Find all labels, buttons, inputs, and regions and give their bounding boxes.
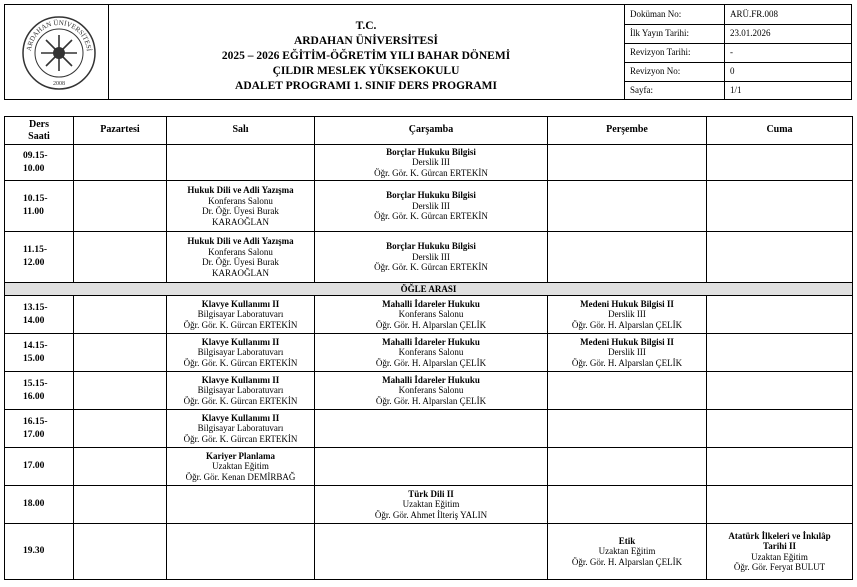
info-row: Sayfa: 1/1: [630, 85, 742, 95]
header-row: [5, 117, 853, 145]
course-name: Atatürk İlkeleri ve İnkılâp: [728, 530, 831, 541]
course-cell-thu: [548, 448, 707, 486]
course-teacher: Öğr. Gör. Ahmet İlteriş YALIN: [374, 509, 488, 520]
schedule-row: [5, 145, 853, 181]
course-cell-mon: [74, 181, 167, 232]
course-room: Derslik III: [412, 251, 450, 262]
course-teacher: Öğr. Gör. H. Alparslan ÇELİK: [375, 319, 487, 330]
course-teacher: Öğr. Gör. K. Gürcan ERTEKİN: [183, 395, 298, 406]
time-start: 09.15-: [23, 150, 48, 161]
course-cell-mon: [74, 334, 167, 372]
course-name: Medeni Hukuk Bilgisi II: [580, 298, 674, 309]
course-cell-mon: [74, 296, 167, 334]
course-room: Bilgisayar Laboratuvarı: [197, 385, 284, 396]
course-cell-thu: [548, 372, 707, 410]
course-cell-tue: [167, 296, 315, 334]
course-cell-tue: [167, 486, 315, 524]
course-cell-wed: [315, 486, 548, 524]
time-start: 18.00: [23, 499, 45, 509]
course-teacher: Dr. Öğr. Üyesi Burak: [202, 257, 279, 267]
course-name: Kariyer Planlama: [205, 450, 276, 461]
logo-text: ARDAHAN ÜNİVERSİTESİ: [25, 18, 93, 52]
course-name: Hukuk Dili ve Adli Yazışma: [187, 185, 294, 195]
course-teacher: Öğr. Gör. H. Alparslan ÇELİK: [375, 357, 487, 368]
lunch-break: ÖĞLE ARASI: [5, 283, 853, 296]
col-tuesday: Salı: [167, 117, 315, 145]
time-start: 16.15-: [23, 416, 48, 427]
course-cell-fri: [707, 524, 853, 580]
course-room: Derslik III: [608, 309, 646, 320]
course-cell-thu: [548, 296, 707, 334]
course-teacher: Öğr. Gör. H. Alparslan ÇELİK: [571, 357, 683, 368]
course-name: Etik: [618, 535, 636, 546]
time-slot: [5, 181, 74, 232]
course-teacher: Öğr. Gör. H. Alparslan ÇELİK: [375, 395, 487, 406]
course-cell-mon: [74, 145, 167, 181]
schedule-table: [4, 116, 853, 580]
time-slot: [5, 145, 74, 181]
course-teacher: Öğr. Gör. Feryat BULUT: [733, 562, 826, 572]
info-row: Doküman No: ARÜ.FR.008: [624, 5, 851, 25]
schedule-row: [5, 296, 853, 334]
info-row: Revizyon Tarihi: -: [624, 43, 851, 63]
time-slot: [5, 334, 74, 372]
time-end: 10.00: [23, 163, 45, 174]
course-cell-mon: [74, 486, 167, 524]
time-slot: [5, 410, 74, 448]
course-room: Uzaktan Eğitim: [402, 499, 460, 510]
title-line-5: ADALET PROGRAMI 1. SINIF DERS PROGRAMI: [235, 80, 497, 92]
course-cell-mon: [74, 372, 167, 410]
col-monday: Pazartesi: [74, 117, 167, 145]
course-room: Konferans Salonu: [208, 246, 273, 257]
time-end: 17.00: [23, 429, 45, 440]
course-name: Borçlar Hukuku Bilgisi: [386, 146, 476, 157]
document-header: [4, 4, 852, 100]
course-room: Bilgisayar Laboratuvarı: [197, 347, 284, 358]
time-start: 14.15-: [23, 340, 48, 351]
course-name: Mahalli İdareler Hukuku: [382, 298, 480, 309]
course-cell-wed: [315, 232, 548, 283]
course-name: Borçlar Hukuku Bilgisi: [386, 190, 476, 201]
course-teacher: Öğr. Gör. K. Gürcan ERTEKİN: [374, 167, 488, 178]
course-cell-wed: [315, 372, 548, 410]
document-info: [624, 5, 851, 99]
course-cell-thu: [548, 410, 707, 448]
schedule-row: [5, 448, 853, 486]
course-room: Derslik III: [412, 157, 450, 168]
course-teacher: Öğr. Gör. Kenan DEMİRBAĞ: [185, 471, 296, 482]
time-start: 13.15-: [23, 302, 48, 313]
title-line-3: 2025 – 2026 EĞİTİM-ÖĞRETİM YILI BAHAR DÖNEMİ: [221, 50, 511, 62]
col-time: Ders Saati: [5, 117, 74, 145]
course-teacher: Dr. Öğr. Üyesi Burak: [202, 206, 279, 216]
course-room: Uzaktan Eğitim: [598, 546, 656, 557]
time-start: 19.30: [23, 546, 45, 556]
schedule-row: [5, 372, 853, 410]
course-name: Klavye Kullanımı II: [201, 298, 280, 309]
col-friday: Cuma: [707, 117, 853, 145]
course-cell-tue: [167, 181, 315, 232]
course-cell-tue: [167, 448, 315, 486]
time-start: 11.15-: [23, 245, 48, 255]
col-thursday: Perşembe: [548, 117, 707, 145]
course-teacher: Öğr. Gör. H. Alparslan ÇELİK: [571, 319, 683, 330]
time-slot: [5, 524, 74, 580]
course-name: Tarihi II: [763, 541, 796, 551]
course-cell-tue: [167, 145, 315, 181]
schedule-row: [5, 232, 853, 283]
course-cell-tue: [167, 410, 315, 448]
course-teacher: KARAOĞLAN: [212, 216, 269, 227]
course-cell-thu: [548, 145, 707, 181]
time-slot: [5, 372, 74, 410]
course-cell-wed: [315, 145, 548, 181]
time-slot: [5, 448, 74, 486]
course-cell-wed: [315, 448, 548, 486]
time-start: 10.15-: [23, 194, 48, 204]
course-cell-fri: [707, 410, 853, 448]
course-cell-fri: [707, 334, 853, 372]
schedule-row: [5, 524, 853, 580]
course-teacher: KARAOĞLAN: [212, 267, 269, 278]
course-cell-wed: [315, 410, 548, 448]
time-start: 15.15-: [23, 378, 48, 389]
course-cell-fri: [707, 296, 853, 334]
course-name: Mahalli İdareler Hukuku: [382, 336, 480, 347]
course-cell-fri: [707, 232, 853, 283]
course-name: Hukuk Dili ve Adli Yazışma: [187, 236, 294, 246]
course-name: Türk Dili II: [408, 488, 454, 499]
course-cell-fri: [707, 181, 853, 232]
course-cell-fri: [707, 145, 853, 181]
info-row: Revizyon No: 0: [624, 62, 851, 82]
course-name: Klavye Kullanımı II: [201, 336, 280, 347]
course-room: Konferans Salonu: [398, 309, 464, 320]
course-teacher: Öğr. Gör. H. Alparslan ÇELİK: [571, 556, 683, 567]
course-teacher: Öğr. Gör. K. Gürcan ERTEKİN: [183, 357, 298, 368]
time-slot: [5, 486, 74, 524]
title-block: [108, 5, 625, 99]
university-logo: [21, 15, 97, 91]
schedule-row: [5, 410, 853, 448]
schedule-row: [5, 334, 853, 372]
course-cell-mon: [74, 448, 167, 486]
time-end: 12.00: [23, 258, 45, 268]
info-row: İlk Yayın Tarihi: 23.01.2026: [624, 24, 851, 44]
course-room: Konferans Salonu: [208, 195, 273, 206]
schedule-row: [5, 486, 853, 524]
course-cell-thu: [548, 181, 707, 232]
course-cell-wed: [315, 334, 548, 372]
course-cell-fri: [707, 372, 853, 410]
logo-year: 2008: [53, 81, 65, 87]
time-slot: [5, 296, 74, 334]
lunch-row: [5, 283, 853, 296]
course-cell-thu: [548, 232, 707, 283]
course-name: Medeni Hukuk Bilgisi II: [580, 336, 674, 347]
title-line-1: T.C.: [355, 20, 377, 32]
schedule-row: [5, 181, 853, 232]
course-name: Borçlar Hukuku Bilgisi: [386, 241, 476, 252]
course-cell-mon: [74, 524, 167, 580]
logo-cell: [5, 5, 109, 99]
course-room: Derslik III: [412, 200, 450, 211]
course-cell-mon: [74, 232, 167, 283]
course-room: Bilgisayar Laboratuvarı: [197, 423, 284, 434]
course-cell-wed: [315, 296, 548, 334]
course-cell-fri: [707, 486, 853, 524]
course-cell-tue: [167, 372, 315, 410]
course-cell-tue: [167, 334, 315, 372]
course-cell-wed: [315, 181, 548, 232]
course-teacher: Öğr. Gör. K. Gürcan ERTEKİN: [374, 262, 488, 273]
course-name: Mahalli İdareler Hukuku: [382, 374, 480, 385]
course-room: Uzaktan Eğitim: [751, 551, 808, 562]
course-cell-tue: [167, 524, 315, 580]
course-teacher: Öğr. Gör. K. Gürcan ERTEKİN: [183, 433, 298, 444]
course-room: Bilgisayar Laboratuvarı: [197, 309, 284, 320]
course-teacher: Öğr. Gör. K. Gürcan ERTEKİN: [374, 211, 488, 222]
course-cell-thu: [548, 334, 707, 372]
course-name: Klavye Kullanımı II: [201, 374, 280, 385]
course-room: Konferans Salonu: [398, 385, 464, 396]
time-end: 14.00: [23, 315, 45, 326]
time-end: 11.00: [23, 207, 44, 217]
course-room: Uzaktan Eğitim: [212, 461, 269, 472]
course-cell-fri: [707, 448, 853, 486]
course-name: Klavye Kullanımı II: [201, 412, 280, 423]
time-end: 15.00: [23, 353, 45, 364]
course-room: Derslik III: [608, 347, 646, 358]
col-wednesday: Çarşamba: [315, 117, 548, 145]
course-cell-mon: [74, 410, 167, 448]
title-line-4: ÇILDIR MESLEK YÜKSEKOKULU: [272, 65, 460, 77]
title-line-2: ARDAHAN ÜNİVERSİTESİ: [293, 35, 439, 47]
time-start: 17.00: [23, 461, 45, 471]
course-cell-thu: [548, 486, 707, 524]
course-cell-thu: [548, 524, 707, 580]
course-cell-wed: [315, 524, 548, 580]
time-slot: [5, 232, 74, 283]
course-room: Konferans Salonu: [398, 347, 464, 358]
time-end: 16.00: [23, 391, 45, 402]
course-cell-tue: [167, 232, 315, 283]
course-teacher: Öğr. Gör. K. Gürcan ERTEKİN: [183, 319, 298, 330]
